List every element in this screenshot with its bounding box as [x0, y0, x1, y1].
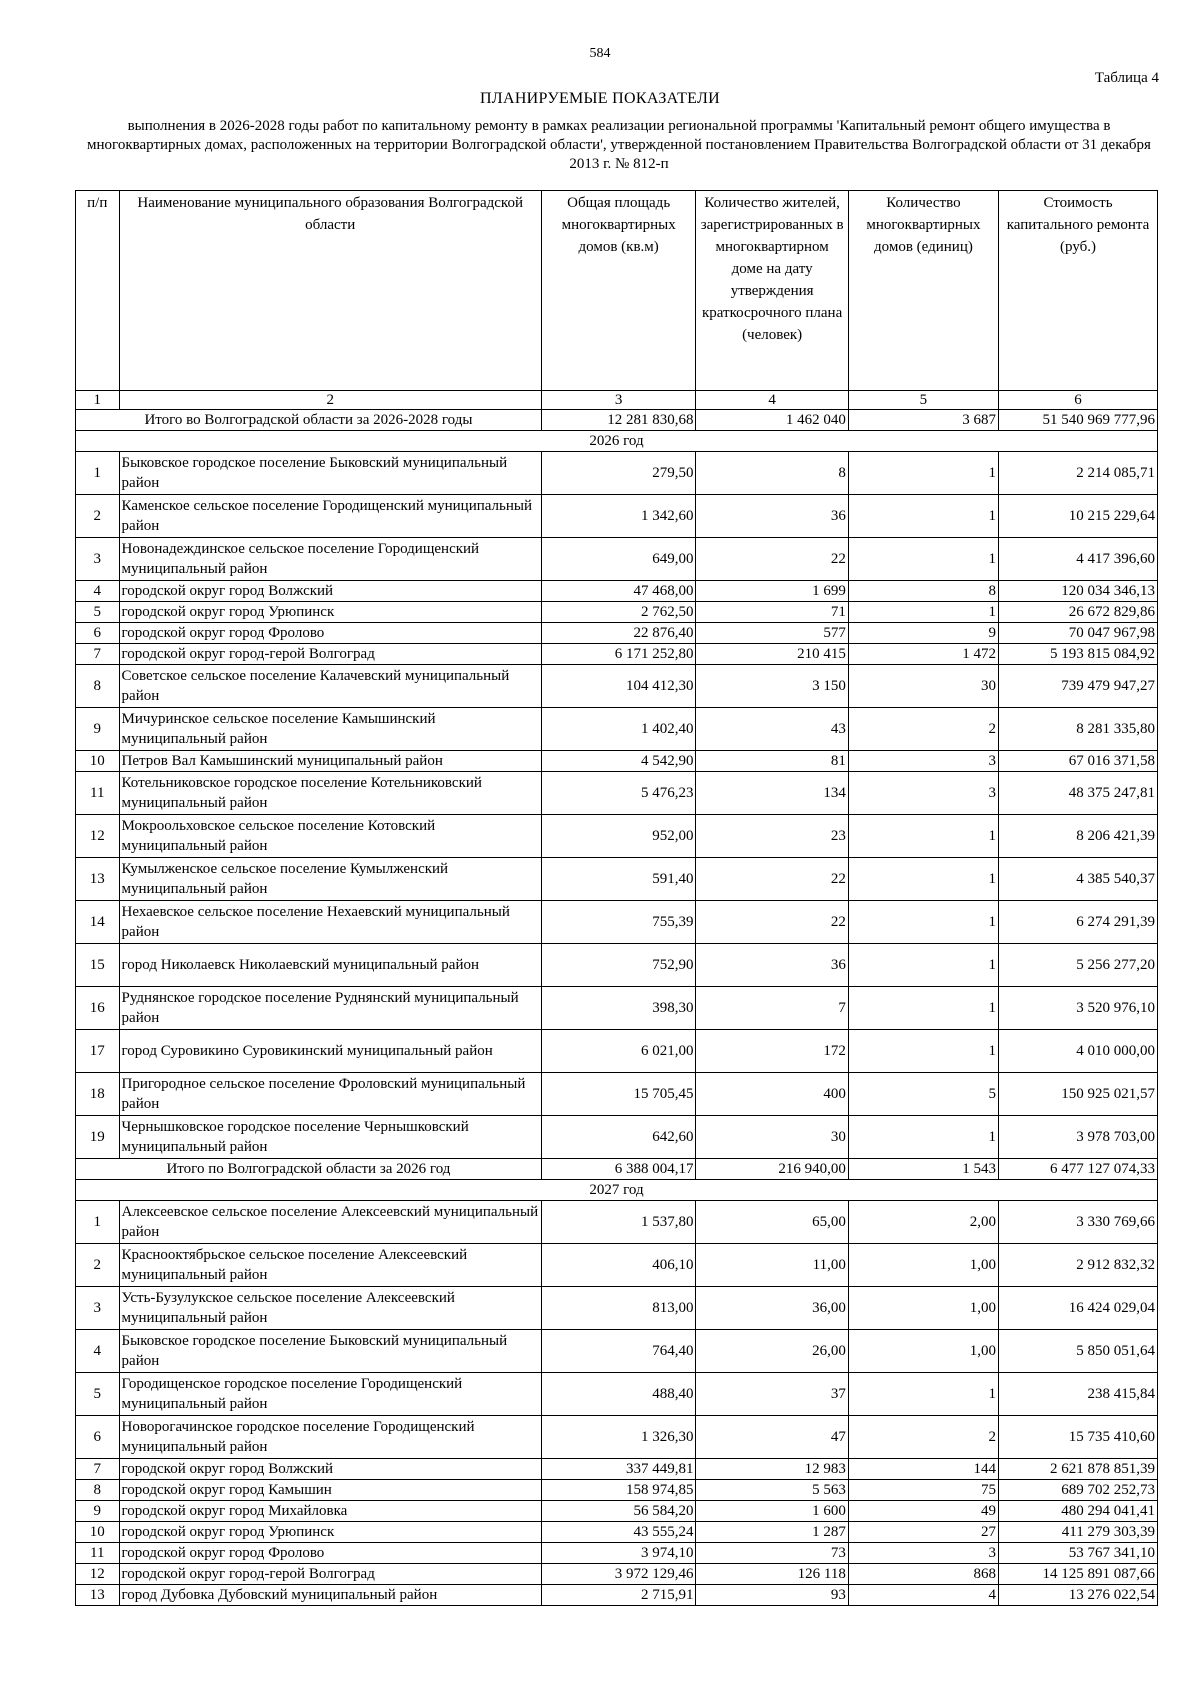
total-houses: 3 687 — [848, 410, 998, 431]
cost-value: 2 912 832,32 — [999, 1244, 1158, 1287]
houses-value: 30 — [848, 665, 998, 708]
houses-value: 144 — [848, 1459, 998, 1480]
houses-value: 1 472 — [848, 644, 998, 665]
residents-value: 12 983 — [696, 1459, 848, 1480]
area-value: 1 537,80 — [541, 1201, 696, 1244]
houses-value: 1 — [848, 602, 998, 623]
cost-value: 739 479 947,27 — [999, 665, 1158, 708]
table-row — [76, 1201, 1158, 1244]
header-residents: Количество жителей, зарегистрированных в многоквартирном доме на дату утверждения краткосрочного плана (человек) — [696, 191, 848, 391]
municipality-name: Новорогачинское городское поселение Городищенский муниципальный район — [119, 1416, 541, 1459]
municipality-name: город Николаевск Николаевский муниципальный район — [119, 944, 541, 987]
area-value: 104 412,30 — [541, 665, 696, 708]
houses-value: 75 — [848, 1480, 998, 1501]
table-row — [76, 751, 1158, 772]
table-row — [76, 602, 1158, 623]
table-row — [76, 1287, 1158, 1330]
residents-value: 3 150 — [696, 665, 848, 708]
table-row — [76, 944, 1158, 987]
area-value: 1 342,60 — [541, 495, 696, 538]
table-row — [76, 1416, 1158, 1459]
cost-value: 689 702 252,73 — [999, 1480, 1158, 1501]
row-number: 7 — [76, 1459, 120, 1480]
residents-value: 30 — [696, 1116, 848, 1159]
row-number: 4 — [76, 581, 120, 602]
area-value: 3 974,10 — [541, 1543, 696, 1564]
area-value: 398,30 — [541, 987, 696, 1030]
area-value: 952,00 — [541, 815, 696, 858]
houses-value: 1 — [848, 538, 998, 581]
total-label: Итого во Волгоградской области за 2026-2028 годы — [76, 410, 542, 431]
table-row — [76, 1480, 1158, 1501]
cost-value: 480 294 041,41 — [999, 1501, 1158, 1522]
houses-value: 2 — [848, 708, 998, 751]
total-area: 6 388 004,17 — [541, 1159, 696, 1180]
area-value: 279,50 — [541, 452, 696, 495]
municipality-name: городской округ город Фролово — [119, 623, 541, 644]
cost-value: 6 274 291,39 — [999, 901, 1158, 944]
houses-value: 9 — [848, 623, 998, 644]
houses-value: 8 — [848, 581, 998, 602]
row-number: 6 — [76, 623, 120, 644]
municipality-name: Каменское сельское поселение Городищенский муниципальный район — [119, 495, 541, 538]
municipality-name: город Дубовка Дубовский муниципальный район — [119, 1585, 541, 1606]
row-number: 9 — [76, 708, 120, 751]
cost-value: 3 978 703,00 — [999, 1116, 1158, 1159]
table-row — [76, 772, 1158, 815]
document-subtitle: выполнения в 2026-2028 годы работ по капитальному ремонту в рамках реализации региональной программы 'Капитальный ремонт общего имущества в многоквартирных домах, расположенных на территории Волгоградской области', утвержденной постановлением Правительства Волгоградской области от 31 декабря 2013 г. № 812-п — [87, 118, 1151, 172]
table-row — [76, 815, 1158, 858]
residents-value: 11,00 — [696, 1244, 848, 1287]
row-number: 5 — [76, 1373, 120, 1416]
cost-value: 238 415,84 — [999, 1373, 1158, 1416]
table-row — [76, 1116, 1158, 1159]
residents-value: 400 — [696, 1073, 848, 1116]
municipality-name: городской округ город Волжский — [119, 1459, 541, 1480]
year-label: 2027 год — [76, 1180, 1158, 1201]
header-municipality: Наименование муниципального образования Волгоградской области — [119, 191, 541, 391]
table-row — [76, 858, 1158, 901]
grand-total-row — [76, 410, 1158, 431]
municipality-name: Кумылженское сельское поселение Кумылженский муниципальный район — [119, 858, 541, 901]
residents-value: 23 — [696, 815, 848, 858]
year-2026-header — [76, 431, 1158, 452]
area-value: 752,90 — [541, 944, 696, 987]
row-number: 19 — [76, 1116, 120, 1159]
table-row — [76, 1459, 1158, 1480]
municipality-name: Руднянское городское поселение Руднянский муниципальный район — [119, 987, 541, 1030]
table-row — [76, 708, 1158, 751]
cost-value: 4 010 000,00 — [999, 1030, 1158, 1073]
cost-value: 8 206 421,39 — [999, 815, 1158, 858]
houses-value: 3 — [848, 751, 998, 772]
area-value: 337 449,81 — [541, 1459, 696, 1480]
cost-value: 48 375 247,81 — [999, 772, 1158, 815]
municipality-name: Петров Вал Камышинский муниципальный район — [119, 751, 541, 772]
residents-value: 22 — [696, 858, 848, 901]
cost-value: 5 256 277,20 — [999, 944, 1158, 987]
row-number: 10 — [76, 751, 120, 772]
area-value: 56 584,20 — [541, 1501, 696, 1522]
area-value: 2 715,91 — [541, 1585, 696, 1606]
column-number: 3 — [541, 391, 696, 410]
residents-value: 22 — [696, 901, 848, 944]
table-row — [76, 1073, 1158, 1116]
table-row — [76, 1244, 1158, 1287]
row-number: 3 — [76, 1287, 120, 1330]
cost-value: 4 385 540,37 — [999, 858, 1158, 901]
row-number: 11 — [76, 1543, 120, 1564]
area-value: 3 972 129,46 — [541, 1564, 696, 1585]
houses-value: 2 — [848, 1416, 998, 1459]
area-value: 488,40 — [541, 1373, 696, 1416]
municipality-name: Пригородное сельское поселение Фроловский муниципальный район — [119, 1073, 541, 1116]
residents-value: 5 563 — [696, 1480, 848, 1501]
houses-value: 1 — [848, 987, 998, 1030]
residents-value: 37 — [696, 1373, 848, 1416]
table-row — [76, 1585, 1158, 1606]
houses-value: 4 — [848, 1585, 998, 1606]
municipality-name: Алексеевское сельское поселение Алексеевский муниципальный район — [119, 1201, 541, 1244]
municipality-name: Краснооктябрьское сельское поселение Алексеевский муниципальный район — [119, 1244, 541, 1287]
municipality-name: городской округ город Урюпинск — [119, 1522, 541, 1543]
residents-value: 71 — [696, 602, 848, 623]
row-number: 10 — [76, 1522, 120, 1543]
cost-value: 120 034 346,13 — [999, 581, 1158, 602]
row-number: 7 — [76, 644, 120, 665]
houses-value: 1 — [848, 944, 998, 987]
houses-value: 1 — [848, 1373, 998, 1416]
header-number: п/п — [76, 191, 120, 391]
cost-value: 14 125 891 087,66 — [999, 1564, 1158, 1585]
column-number: 5 — [848, 391, 998, 410]
municipality-name: Мичуринское сельское поселение Камышинский муниципальный район — [119, 708, 541, 751]
municipality-name: городской округ город-герой Волгоград — [119, 644, 541, 665]
cost-value: 26 672 829,86 — [999, 602, 1158, 623]
column-number: 2 — [119, 391, 541, 410]
table-row — [76, 581, 1158, 602]
houses-value: 1 — [848, 1030, 998, 1073]
page-number: 584 — [589, 46, 611, 61]
table-row — [76, 452, 1158, 495]
houses-value: 1 — [848, 858, 998, 901]
total-label: Итого по Волгоградской области за 2026 год — [76, 1159, 542, 1180]
municipality-name: Советское сельское поселение Калачевский муниципальный район — [119, 665, 541, 708]
area-value: 15 705,45 — [541, 1073, 696, 1116]
table-row — [76, 1330, 1158, 1373]
document-title: ПЛАНИРУЕМЫЕ ПОКАЗАТЕЛИ — [479, 90, 721, 107]
table-body — [76, 410, 1158, 1606]
row-number: 15 — [76, 944, 120, 987]
area-value: 764,40 — [541, 1330, 696, 1373]
area-value: 406,10 — [541, 1244, 696, 1287]
row-number: 18 — [76, 1073, 120, 1116]
area-value: 47 468,00 — [541, 581, 696, 602]
residents-value: 1 287 — [696, 1522, 848, 1543]
houses-value: 1,00 — [848, 1287, 998, 1330]
header-houses: Количество многоквартирных домов (единиц) — [848, 191, 998, 391]
municipality-name: Усть-Бузулукское сельское поселение Алексеевский муниципальный район — [119, 1287, 541, 1330]
cost-value: 53 767 341,10 — [999, 1543, 1158, 1564]
total-cost: 6 477 127 074,33 — [999, 1159, 1158, 1180]
row-number: 11 — [76, 772, 120, 815]
row-number: 16 — [76, 987, 120, 1030]
area-value: 43 555,24 — [541, 1522, 696, 1543]
row-number: 1 — [76, 452, 120, 495]
table-header-row — [76, 191, 1158, 391]
cost-value: 2 214 085,71 — [999, 452, 1158, 495]
cost-value: 5 850 051,64 — [999, 1330, 1158, 1373]
total-2026-row — [76, 1159, 1158, 1180]
cost-value: 70 047 967,98 — [999, 623, 1158, 644]
cost-value: 150 925 021,57 — [999, 1073, 1158, 1116]
total-residents: 216 940,00 — [696, 1159, 848, 1180]
residents-value: 43 — [696, 708, 848, 751]
municipality-name: Чернышковское городское поселение Чернышковский муниципальный район — [119, 1116, 541, 1159]
cost-value: 8 281 335,80 — [999, 708, 1158, 751]
cost-value: 3 520 976,10 — [999, 987, 1158, 1030]
table-row — [76, 623, 1158, 644]
residents-value: 36 — [696, 944, 848, 987]
cost-value: 16 424 029,04 — [999, 1287, 1158, 1330]
column-number: 6 — [999, 391, 1158, 410]
row-number: 8 — [76, 665, 120, 708]
area-value: 813,00 — [541, 1287, 696, 1330]
houses-value: 1 — [848, 495, 998, 538]
column-number: 1 — [76, 391, 120, 410]
cost-value: 4 417 396,60 — [999, 538, 1158, 581]
municipality-name: городской округ город Фролово — [119, 1543, 541, 1564]
cost-value: 411 279 303,39 — [999, 1522, 1158, 1543]
area-value: 2 762,50 — [541, 602, 696, 623]
residents-value: 210 415 — [696, 644, 848, 665]
municipality-name: Новонадеждинское сельское поселение Городищенский муниципальный район — [119, 538, 541, 581]
table-row — [76, 1543, 1158, 1564]
cost-value: 13 276 022,54 — [999, 1585, 1158, 1606]
houses-value: 27 — [848, 1522, 998, 1543]
residents-value: 126 118 — [696, 1564, 848, 1585]
municipality-name: Быковское городское поселение Быковский муниципальный район — [119, 1330, 541, 1373]
year-2027-header — [76, 1180, 1158, 1201]
row-number: 6 — [76, 1416, 120, 1459]
table-row — [76, 987, 1158, 1030]
row-number: 2 — [76, 1244, 120, 1287]
area-value: 755,39 — [541, 901, 696, 944]
row-number: 8 — [76, 1480, 120, 1501]
row-number: 17 — [76, 1030, 120, 1073]
residents-value: 36,00 — [696, 1287, 848, 1330]
row-number: 9 — [76, 1501, 120, 1522]
area-value: 6 171 252,80 — [541, 644, 696, 665]
area-value: 5 476,23 — [541, 772, 696, 815]
area-value: 6 021,00 — [541, 1030, 696, 1073]
houses-value: 3 — [848, 772, 998, 815]
year-label: 2026 год — [76, 431, 1158, 452]
area-value: 1 402,40 — [541, 708, 696, 751]
table-row — [76, 1373, 1158, 1416]
area-value: 649,00 — [541, 538, 696, 581]
total-residents: 1 462 040 — [696, 410, 848, 431]
table-row — [76, 1522, 1158, 1543]
column-number-row — [76, 391, 1158, 410]
residents-value: 26,00 — [696, 1330, 848, 1373]
residents-value: 47 — [696, 1416, 848, 1459]
houses-value: 1,00 — [848, 1244, 998, 1287]
residents-value: 172 — [696, 1030, 848, 1073]
area-value: 22 876,40 — [541, 623, 696, 644]
area-value: 158 974,85 — [541, 1480, 696, 1501]
residents-value: 7 — [696, 987, 848, 1030]
table-row — [76, 538, 1158, 581]
houses-value: 5 — [848, 1073, 998, 1116]
residents-value: 81 — [696, 751, 848, 772]
area-value: 1 326,30 — [541, 1416, 696, 1459]
total-cost: 51 540 969 777,96 — [999, 410, 1158, 431]
row-number: 5 — [76, 602, 120, 623]
houses-value: 1 — [848, 452, 998, 495]
total-houses: 1 543 — [848, 1159, 998, 1180]
row-number: 2 — [76, 495, 120, 538]
houses-value: 868 — [848, 1564, 998, 1585]
houses-value: 1 — [848, 901, 998, 944]
houses-value: 2,00 — [848, 1201, 998, 1244]
municipality-name: город Суровикино Суровикинский муниципальный район — [119, 1030, 541, 1073]
table-row — [76, 1030, 1158, 1073]
table-row — [76, 644, 1158, 665]
cost-value: 2 621 878 851,39 — [999, 1459, 1158, 1480]
houses-value: 49 — [848, 1501, 998, 1522]
municipality-name: Нехаевское сельское поселение Нехаевский муниципальный район — [119, 901, 541, 944]
houses-value: 1 — [848, 1116, 998, 1159]
row-number: 3 — [76, 538, 120, 581]
residents-value: 65,00 — [696, 1201, 848, 1244]
houses-value: 1 — [848, 815, 998, 858]
column-number: 4 — [696, 391, 848, 410]
residents-value: 73 — [696, 1543, 848, 1564]
residents-value: 93 — [696, 1585, 848, 1606]
table-row — [76, 665, 1158, 708]
municipality-name: городской округ город Михайловка — [119, 1501, 541, 1522]
row-number: 13 — [76, 858, 120, 901]
table-row — [76, 495, 1158, 538]
header-area: Общая площадь многоквартирных домов (кв.м) — [541, 191, 696, 391]
table-label: Таблица 4 — [1094, 70, 1159, 86]
row-number: 14 — [76, 901, 120, 944]
cost-value: 67 016 371,58 — [999, 751, 1158, 772]
table-row — [76, 1564, 1158, 1585]
municipality-name: городской округ город Волжский — [119, 581, 541, 602]
table-row — [76, 1501, 1158, 1522]
residents-value: 1 600 — [696, 1501, 848, 1522]
row-number: 4 — [76, 1330, 120, 1373]
houses-value: 1,00 — [848, 1330, 998, 1373]
municipality-name: городской округ город Камышин — [119, 1480, 541, 1501]
table-row — [76, 901, 1158, 944]
cost-value: 3 330 769,66 — [999, 1201, 1158, 1244]
residents-value: 36 — [696, 495, 848, 538]
municipality-name: Котельниковское городское поселение Котельниковский муниципальный район — [119, 772, 541, 815]
residents-value: 1 699 — [696, 581, 848, 602]
area-value: 591,40 — [541, 858, 696, 901]
residents-value: 22 — [696, 538, 848, 581]
row-number: 12 — [76, 815, 120, 858]
row-number: 12 — [76, 1564, 120, 1585]
municipality-name: городской округ город-герой Волгоград — [119, 1564, 541, 1585]
cost-value: 15 735 410,60 — [999, 1416, 1158, 1459]
total-area: 12 281 830,68 — [541, 410, 696, 431]
header-cost: Стоимость капитального ремонта (руб.) — [999, 191, 1158, 391]
municipality-name: Городищенское городское поселение Городищенский муниципальный район — [119, 1373, 541, 1416]
residents-value: 134 — [696, 772, 848, 815]
residents-value: 577 — [696, 623, 848, 644]
municipality-name: Мокроольховское сельское поселение Котовский муниципальный район — [119, 815, 541, 858]
area-value: 642,60 — [541, 1116, 696, 1159]
municipality-name: городской округ город Урюпинск — [119, 602, 541, 623]
row-number: 13 — [76, 1585, 120, 1606]
indicators-table — [75, 190, 1158, 1606]
houses-value: 3 — [848, 1543, 998, 1564]
cost-value: 5 193 815 084,92 — [999, 644, 1158, 665]
area-value: 4 542,90 — [541, 751, 696, 772]
cost-value: 10 215 229,64 — [999, 495, 1158, 538]
row-number: 1 — [76, 1201, 120, 1244]
residents-value: 8 — [696, 452, 848, 495]
municipality-name: Быковское городское поселение Быковский муниципальный район — [119, 452, 541, 495]
